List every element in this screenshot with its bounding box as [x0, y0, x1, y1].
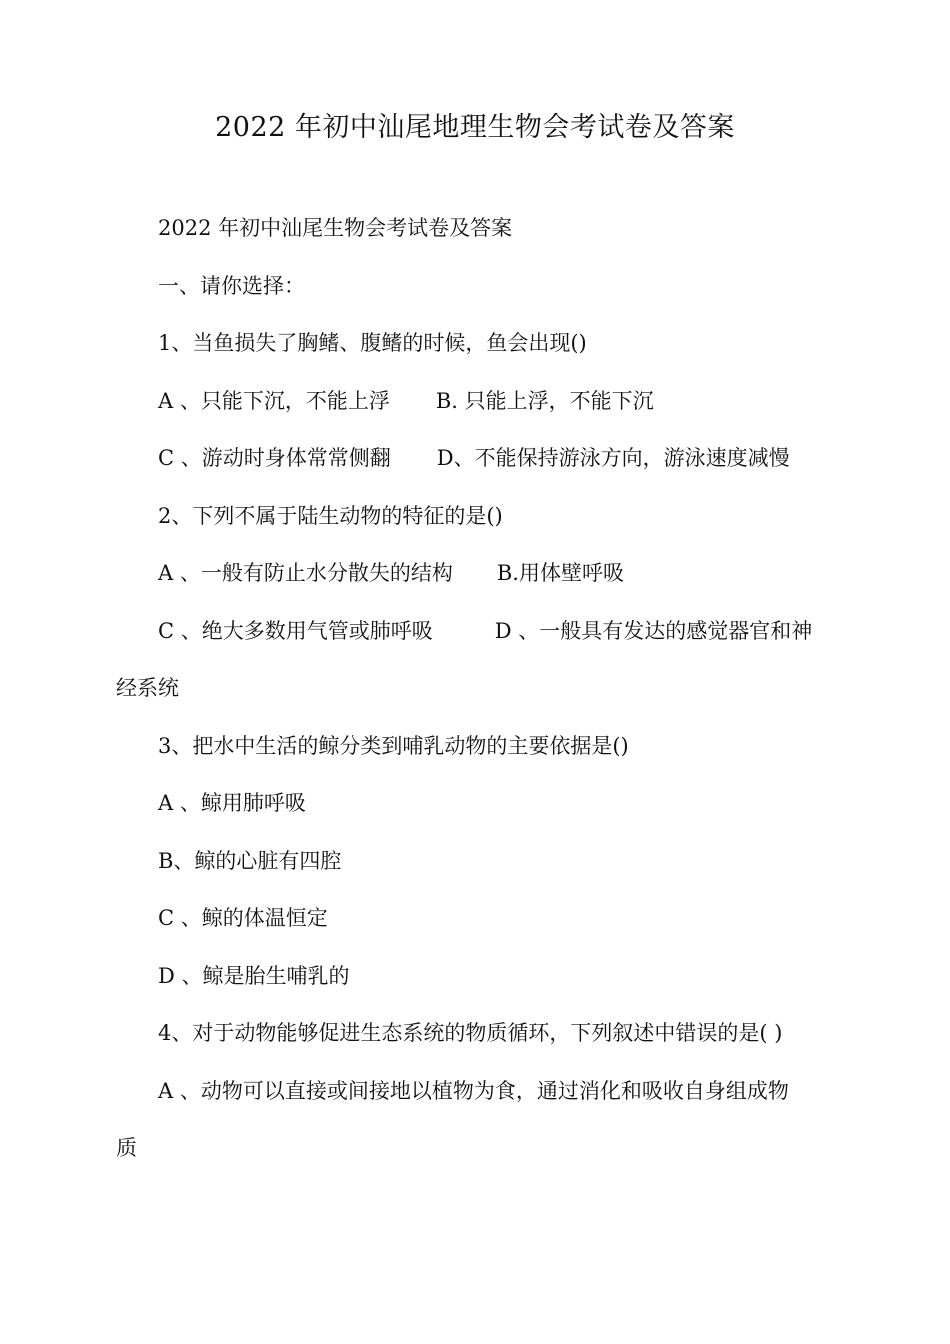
question-4-stem: 4、对于动物能够促进生态系统的物质循环，下列叙述中错误的是( ) [158, 1021, 783, 1045]
question-2-option-b: B.用体壁呼吸 [496, 561, 624, 585]
question-3-option-a: A 、鲸用肺呼吸 [158, 791, 306, 815]
question-3-stem: 3、把水中生活的鲸分类到哺乳动物的主要依据是() [158, 734, 629, 758]
question-4-option-a-continued: 质 [116, 1136, 137, 1160]
question-2-option-a: A 、一般有防止水分散失的结构 [158, 561, 453, 585]
question-1-stem: 1、当鱼损失了胸鳍、腹鳍的时候，鱼会出现() [158, 331, 587, 355]
document-title: 2022 年初中汕尾地理生物会考试卷及答案 [215, 112, 735, 143]
question-1-option-c: C 、游动时身体常常侧翻 [158, 446, 391, 470]
question-3-option-b: B、鲸的心脏有四腔 [158, 849, 342, 873]
question-1-option-d: D、不能保持游泳方向，游泳速度减慢 [436, 446, 790, 470]
document-subtitle: 2022 年初中汕尾生物会考试卷及答案 [158, 216, 513, 240]
question-2-options-row-1 [158, 558, 624, 588]
question-3-option-c: C 、鲸的体温恒定 [158, 906, 328, 930]
question-2-stem: 2、下列不属于陆生动物的特征的是() [158, 504, 503, 528]
question-1-options-row-2 [158, 443, 790, 473]
question-1-options-row-1 [158, 386, 654, 416]
section-heading: 一、请你选择： [158, 274, 305, 298]
question-4-option-a: A 、动物可以直接或间接地以植物为食，通过消化和吸收自身组成物 [158, 1079, 789, 1103]
question-1-option-b: B. 只能上浮，不能下沉 [435, 389, 654, 413]
question-2-options-row-2 [158, 616, 812, 646]
question-2-option-d-continued: 经系统 [116, 676, 179, 700]
question-3-option-d: D 、鲸是胎生哺乳的 [158, 964, 350, 988]
question-2-option-d: D 、一般具有发达的感觉器官和神 [494, 619, 813, 643]
question-2-option-c: C 、绝大多数用气管或肺呼吸 [158, 619, 433, 643]
question-1-option-a: A 、只能下沉，不能上浮 [158, 389, 390, 413]
